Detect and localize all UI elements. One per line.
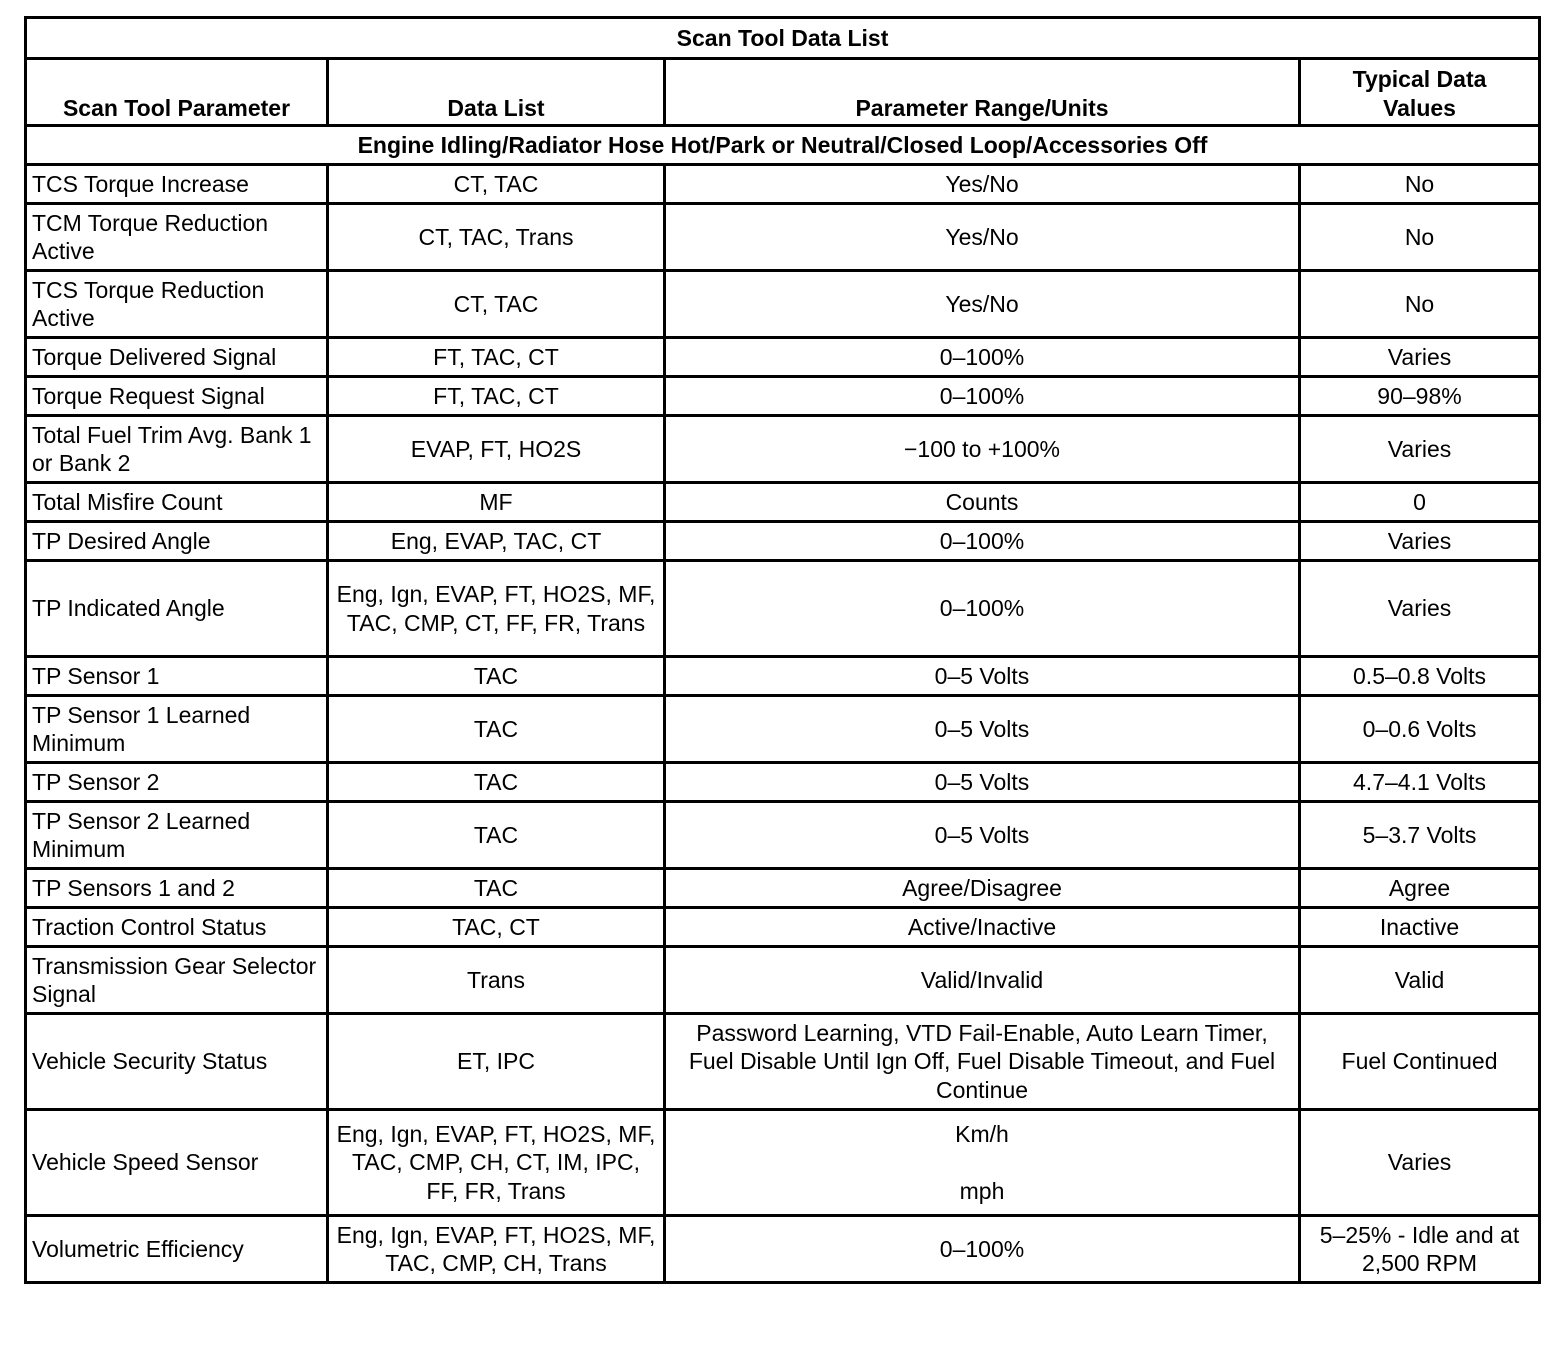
cell-range: 0–100% — [665, 561, 1300, 657]
table-row — [26, 1110, 1540, 1216]
cell-data-list: TAC — [328, 763, 665, 802]
table-row — [26, 696, 1540, 763]
cell-typical: No — [1300, 204, 1540, 271]
header-typical-line2: Values — [1383, 94, 1456, 121]
cell-parameter: Traction Control Status — [26, 908, 328, 947]
cell-range: Yes/No — [665, 271, 1300, 338]
cell-range: 0–100% — [665, 377, 1300, 416]
cell-data-list: ET, IPC — [328, 1014, 665, 1110]
cell-range: Yes/No — [665, 165, 1300, 204]
cell-data-list: Eng, Ign, EVAP, FT, HO2S, MF, TAC, CMP, CH, CT, IM, IPC, FF, FR, Trans — [328, 1110, 665, 1216]
cell-data-list: TAC — [328, 869, 665, 908]
cell-range — [665, 1110, 1300, 1216]
cell-range: 0–5 Volts — [665, 763, 1300, 802]
cell-typical: Varies — [1300, 416, 1540, 483]
cell-data-list: EVAP, FT, HO2S — [328, 416, 665, 483]
table-row — [26, 657, 1540, 696]
table-row — [26, 377, 1540, 416]
cell-parameter: Vehicle Speed Sensor — [26, 1110, 328, 1216]
cell-data-list: CT, TAC — [328, 165, 665, 204]
cell-parameter: TP Sensor 1 — [26, 657, 328, 696]
cell-data-list: Eng, Ign, EVAP, FT, HO2S, MF, TAC, CMP, CT, FF, FR, Trans — [328, 561, 665, 657]
header-parameter: Scan Tool Parameter — [26, 59, 328, 126]
cell-typical: 90–98% — [1300, 377, 1540, 416]
cell-typical: Varies — [1300, 522, 1540, 561]
speed-units — [671, 1120, 1293, 1206]
table-row — [26, 271, 1540, 338]
cell-range: Agree/Disagree — [665, 869, 1300, 908]
cell-typical: Varies — [1300, 1110, 1540, 1216]
table-row — [26, 908, 1540, 947]
cell-typical: 0–0.6 Volts — [1300, 696, 1540, 763]
condition-text: Engine Idling/Radiator Hose Hot/Park or Neutral/Closed Loop/Accessories Off — [26, 126, 1540, 165]
table-row — [26, 483, 1540, 522]
cell-parameter: Volumetric Efficiency — [26, 1216, 328, 1283]
cell-parameter: TP Sensors 1 and 2 — [26, 869, 328, 908]
table-row — [26, 763, 1540, 802]
table-row — [26, 338, 1540, 377]
cell-range: Yes/No — [665, 204, 1300, 271]
speed-unit-kmh: Km/h — [955, 1120, 1009, 1147]
cell-parameter: Transmission Gear Selector Signal — [26, 947, 328, 1014]
condition-row — [26, 126, 1540, 165]
cell-data-list: Eng, Ign, EVAP, FT, HO2S, MF, TAC, CMP, CH, Trans — [328, 1216, 665, 1283]
table-row — [26, 204, 1540, 271]
header-typical-line1: Typical Data — [1352, 66, 1487, 92]
cell-parameter: Torque Request Signal — [26, 377, 328, 416]
table-row — [26, 416, 1540, 483]
header-range: Parameter Range/Units — [665, 59, 1300, 126]
cell-range: Password Learning, VTD Fail-Enable, Auto Learn Timer, Fuel Disable Until Ign Off, Fuel Disable Timeout, and Fuel Continue — [665, 1014, 1300, 1110]
cell-parameter: TP Sensor 1 Learned Minimum — [26, 696, 328, 763]
cell-range: 0–5 Volts — [665, 802, 1300, 869]
cell-typical: Agree — [1300, 869, 1540, 908]
cell-typical: No — [1300, 271, 1540, 338]
cell-range: 0–100% — [665, 522, 1300, 561]
cell-parameter: TP Sensor 2 Learned Minimum — [26, 802, 328, 869]
table-title: Scan Tool Data List — [26, 18, 1540, 59]
cell-parameter: Total Fuel Trim Avg. Bank 1 or Bank 2 — [26, 416, 328, 483]
cell-data-list: TAC — [328, 657, 665, 696]
cell-parameter: Vehicle Security Status — [26, 1014, 328, 1110]
table-title-row — [26, 18, 1540, 59]
cell-range: 0–100% — [665, 1216, 1300, 1283]
cell-range: Counts — [665, 483, 1300, 522]
cell-typical: No — [1300, 165, 1540, 204]
cell-data-list: FT, TAC, CT — [328, 338, 665, 377]
table-row — [26, 947, 1540, 1014]
cell-range: 0–5 Volts — [665, 696, 1300, 763]
table-row — [26, 1014, 1540, 1110]
cell-parameter: TCM Torque Reduction Active — [26, 204, 328, 271]
cell-typical: Fuel Continued — [1300, 1014, 1540, 1110]
table-row — [26, 869, 1540, 908]
header-typical — [1300, 59, 1540, 126]
cell-typical: Valid — [1300, 947, 1540, 1014]
cell-data-list: Eng, EVAP, TAC, CT — [328, 522, 665, 561]
cell-range: Valid/Invalid — [665, 947, 1300, 1014]
cell-parameter: TP Indicated Angle — [26, 561, 328, 657]
cell-data-list: TAC, CT — [328, 908, 665, 947]
cell-data-list: CT, TAC, Trans — [328, 204, 665, 271]
cell-parameter: TCS Torque Reduction Active — [26, 271, 328, 338]
cell-range: −100 to +100% — [665, 416, 1300, 483]
speed-unit-mph: mph — [959, 1178, 1005, 1204]
cell-typical: 0 — [1300, 483, 1540, 522]
cell-typical: 4.7–4.1 Volts — [1300, 763, 1540, 802]
cell-parameter: Torque Delivered Signal — [26, 338, 328, 377]
cell-data-list: Trans — [328, 947, 665, 1014]
cell-data-list: MF — [328, 483, 665, 522]
cell-parameter: Total Misfire Count — [26, 483, 328, 522]
table-row — [26, 1216, 1540, 1283]
cell-typical: 0.5–0.8 Volts — [1300, 657, 1540, 696]
cell-typical: Varies — [1300, 338, 1540, 377]
table-row — [26, 522, 1540, 561]
cell-data-list: CT, TAC — [328, 271, 665, 338]
cell-data-list: TAC — [328, 696, 665, 763]
table-row — [26, 802, 1540, 869]
cell-data-list: TAC — [328, 802, 665, 869]
cell-parameter: TP Sensor 2 — [26, 763, 328, 802]
cell-range: 0–5 Volts — [665, 657, 1300, 696]
table-row — [26, 165, 1540, 204]
scan-tool-data-table — [24, 16, 1541, 1284]
cell-typical: 5–3.7 Volts — [1300, 802, 1540, 869]
cell-range: 0–100% — [665, 338, 1300, 377]
header-row — [26, 59, 1540, 126]
cell-parameter: TCS Torque Increase — [26, 165, 328, 204]
cell-typical: 5–25% - Idle and at 2,500 RPM — [1300, 1216, 1540, 1283]
cell-data-list: FT, TAC, CT — [328, 377, 665, 416]
header-data-list: Data List — [328, 59, 665, 126]
cell-parameter: TP Desired Angle — [26, 522, 328, 561]
cell-range: Active/Inactive — [665, 908, 1300, 947]
table-row — [26, 561, 1540, 657]
cell-typical: Varies — [1300, 561, 1540, 657]
cell-typical: Inactive — [1300, 908, 1540, 947]
